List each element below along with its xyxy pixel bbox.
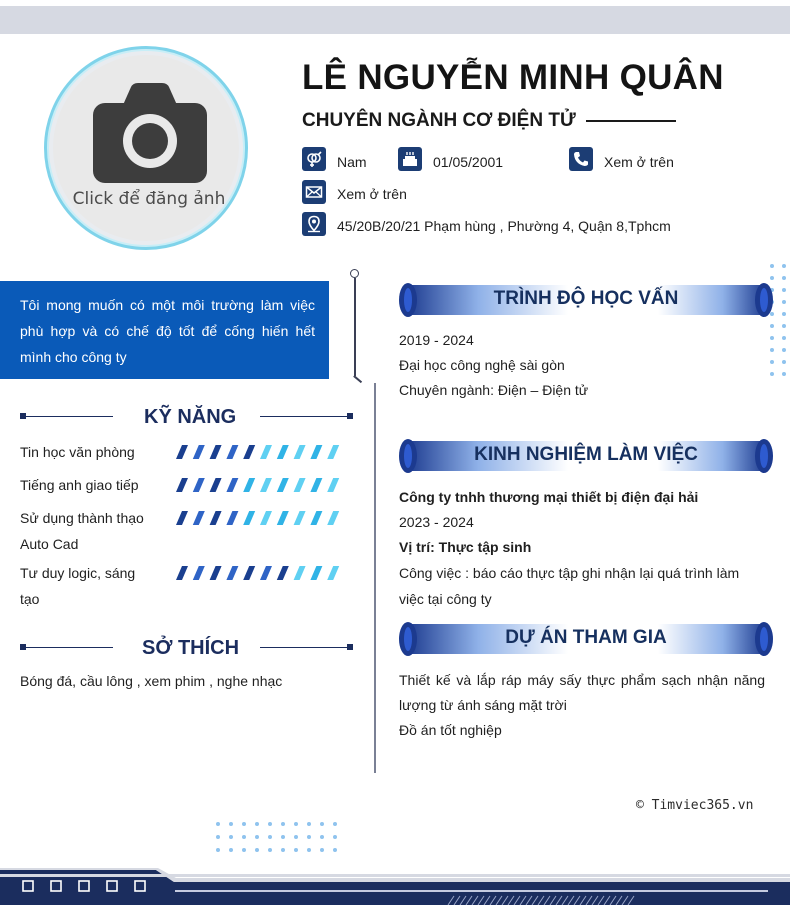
decor-dot [333, 822, 337, 826]
skill-segment [226, 566, 238, 580]
decor-dot [216, 822, 220, 826]
timeline-line-lower [374, 383, 376, 773]
major-title: CHUYÊN NGÀNH CƠ ĐIỆN TỬ [302, 110, 576, 131]
skill-segment [226, 478, 238, 492]
decor-dot [294, 822, 298, 826]
major-divider [586, 120, 676, 122]
skill-segment [243, 478, 255, 492]
skill-segment [260, 511, 272, 525]
skill-segment [176, 478, 188, 492]
decor-dot [770, 360, 774, 364]
decor-dot [229, 848, 233, 852]
skill-segment [193, 511, 205, 525]
decor-dot [294, 848, 298, 852]
skill-segment [260, 478, 272, 492]
skill-segment [193, 566, 205, 580]
projects-title: DỰ ÁN THAM GIA [505, 627, 667, 648]
skill-segment [210, 478, 222, 492]
experience-position: Vị trí: Thực tập sinh [399, 539, 532, 555]
decor-dot [281, 835, 285, 839]
education-title: TRÌNH ĐỘ HỌC VẤN [493, 288, 679, 309]
skill-segment [294, 445, 306, 459]
hobbies-rule-left [23, 647, 113, 649]
decor-dot [242, 848, 246, 852]
decor-dot [770, 372, 774, 376]
project-item: Thiết kế và lắp ráp máy sấy thực phẩm sạch nhận năng lượng từ ánh sáng mặt trời [399, 672, 765, 713]
decor-dot [782, 300, 786, 304]
phone-value: Xem ở trên [604, 154, 674, 170]
skill-segment [260, 445, 272, 459]
footer-credit: © Timviec365.vn [636, 798, 754, 813]
bottom-decoration-bar [0, 868, 790, 905]
project-item: Đồ án tốt nghiệp [399, 722, 502, 738]
experience-company: Công ty tnhh thương mại thiết bị điện đại hải [399, 489, 699, 505]
experience-description: Công việc : báo cáo thực tập ghi nhận lại quá trình làm việc tại công ty [399, 565, 740, 607]
email-value: Xem ở trên [337, 186, 407, 202]
skill-segment [294, 511, 306, 525]
education-major: Chuyên ngành: Điện – Điện tử [399, 382, 589, 398]
skill-bar [176, 566, 346, 580]
experience-details [399, 485, 765, 612]
avatar[interactable] [44, 46, 248, 250]
education-banner [398, 282, 774, 318]
decor-dot [320, 822, 324, 826]
skills-rule-right [260, 416, 350, 418]
decor-dot [320, 835, 324, 839]
decor-dot [770, 324, 774, 328]
experience-banner [398, 438, 774, 474]
decor-dot [229, 822, 233, 826]
skill-label: Sử dụng thành thạo Auto Cad [20, 510, 144, 552]
skill-segment [310, 511, 322, 525]
decor-dot [255, 822, 259, 826]
skill-segment [226, 445, 238, 459]
decor-dot [782, 312, 786, 316]
hobbies-title: SỞ THÍCH [142, 637, 240, 659]
top-bar [0, 6, 790, 34]
experience-years: 2023 - 2024 [399, 514, 474, 530]
skill-segment [310, 478, 322, 492]
skill-label: Tin học văn phòng [20, 444, 135, 460]
decor-dot [294, 835, 298, 839]
skill-bar [176, 478, 346, 492]
skills-rule-end-right [347, 413, 353, 419]
address-value: 45/20B/20/21 Phạm hùng , Phường 4, Quận 8,Tphcm [337, 218, 671, 234]
skill-segment [327, 478, 339, 492]
decor-dot [770, 336, 774, 340]
location-pin-icon [302, 212, 326, 236]
decor-dot [255, 848, 259, 852]
skill-bar [176, 445, 346, 459]
skill-segment [294, 566, 306, 580]
education-years: 2019 - 2024 [399, 332, 474, 348]
skill-segment [176, 566, 188, 580]
skill-segment [210, 511, 222, 525]
skill-segment [176, 511, 188, 525]
skill-segment [210, 445, 222, 459]
phone-icon [569, 147, 593, 171]
skill-segment [294, 478, 306, 492]
skill-segment [193, 478, 205, 492]
skill-segment [327, 566, 339, 580]
skill-segment [226, 511, 238, 525]
decor-dot [782, 360, 786, 364]
full-name: LÊ NGUYỄN MINH QUÂN [302, 58, 724, 97]
decor-dot [782, 324, 786, 328]
skill-segment [243, 445, 255, 459]
decor-dot [255, 835, 259, 839]
experience-title: KINH NGHIỆM LÀM VIỆC [474, 444, 698, 465]
birthday-cake-icon [398, 147, 422, 171]
skill-segment [277, 445, 289, 459]
decor-dot [268, 822, 272, 826]
skill-segment [327, 511, 339, 525]
skill-segment [277, 478, 289, 492]
skill-label: Tiếng anh giao tiếp [20, 477, 139, 493]
decor-dot [268, 848, 272, 852]
skill-segment [193, 445, 205, 459]
decor-dot [782, 276, 786, 280]
skill-segment [243, 566, 255, 580]
decor-dot [333, 835, 337, 839]
decor-dot [307, 848, 311, 852]
decor-dot [782, 336, 786, 340]
career-objective: Tôi mong muốn có một môi trường làm việc phù hợp và có chế độ tốt để cống hiến hết mình cho công ty [0, 281, 329, 379]
hobbies-rule-right [260, 647, 350, 649]
timeline-dot [350, 269, 359, 278]
decor-dot [307, 835, 311, 839]
skill-segment [327, 445, 339, 459]
decor-dot [281, 822, 285, 826]
projects-banner [398, 621, 774, 657]
skill-segment [176, 445, 188, 459]
gender-icon [302, 147, 326, 171]
skill-segment [243, 511, 255, 525]
skill-segment [210, 566, 222, 580]
timeline-joint [354, 375, 363, 383]
decor-dot [770, 348, 774, 352]
education-school: Đại học công nghệ sài gòn [399, 357, 565, 373]
decor-dot [782, 348, 786, 352]
skills-title: KỸ NĂNG [144, 406, 237, 428]
decor-dot [281, 848, 285, 852]
camera-icon [93, 83, 207, 183]
dot-pattern-bottom [216, 822, 340, 862]
decor-dot [242, 835, 246, 839]
decor-dot [782, 288, 786, 292]
birthday-value: 01/05/2001 [433, 154, 504, 170]
decor-dot [229, 835, 233, 839]
decor-dot [216, 835, 220, 839]
skill-bar [176, 511, 346, 525]
decor-dot [770, 264, 774, 268]
decor-dot [242, 822, 246, 826]
skill-segment [310, 566, 322, 580]
skill-segment [260, 566, 272, 580]
photo-caption: Click để đăng ảnh [72, 189, 226, 209]
hobbies-rule-end-right [347, 644, 353, 650]
skills-rule-left [23, 416, 113, 418]
skill-segment [310, 445, 322, 459]
timeline-line [354, 278, 356, 376]
skill-segment [277, 566, 289, 580]
gender-value: Nam [337, 154, 367, 170]
decor-dot [770, 276, 774, 280]
decor-dot [333, 848, 337, 852]
decor-dot [216, 848, 220, 852]
decor-dot [307, 822, 311, 826]
decor-dot [268, 835, 272, 839]
hobbies-text: Bóng đá, cầu lông , xem phim , nghe nhạc [20, 673, 283, 689]
skill-segment [277, 511, 289, 525]
decor-dot [320, 848, 324, 852]
email-icon [302, 180, 326, 204]
skill-label: Tư duy logic, sáng tạo [20, 565, 136, 607]
projects-details [399, 668, 765, 743]
decor-dot [782, 372, 786, 376]
education-details [399, 328, 765, 403]
decor-dot [782, 264, 786, 268]
